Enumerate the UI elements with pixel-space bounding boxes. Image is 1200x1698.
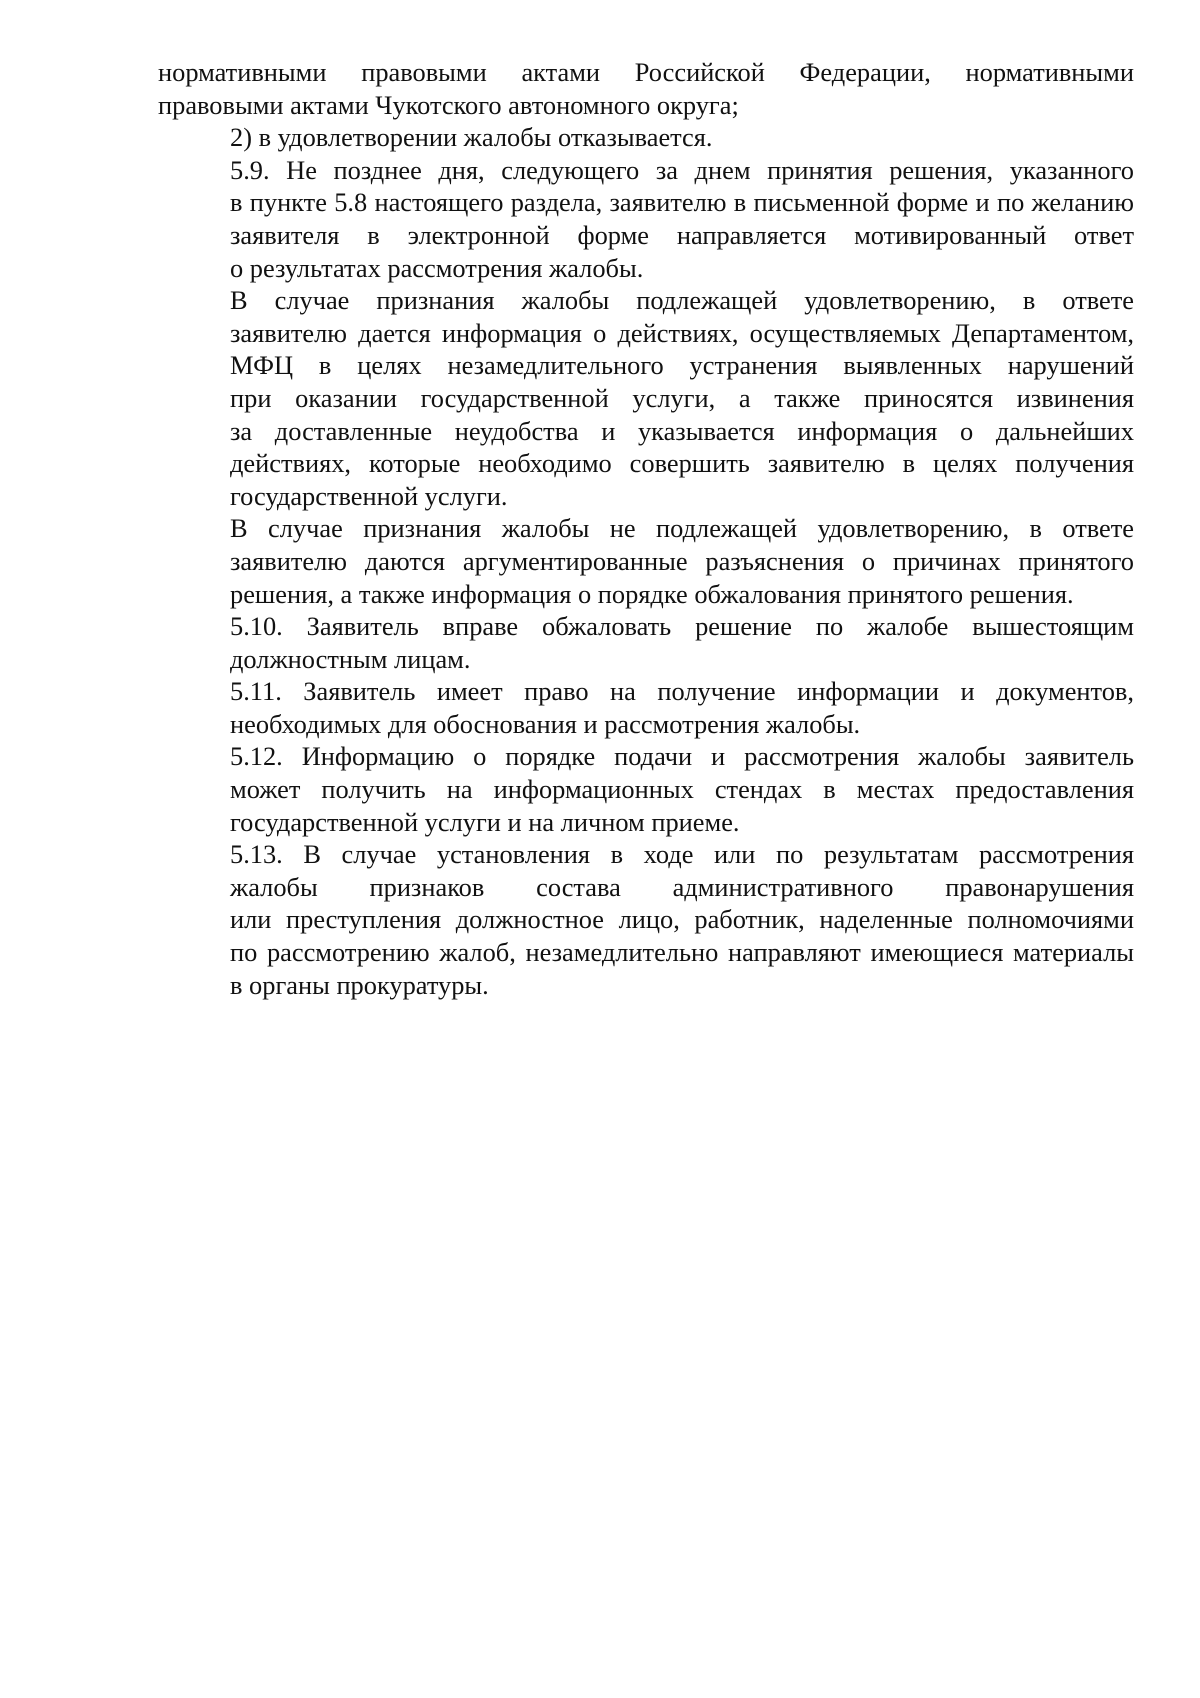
- text-line: должностным лицам.: [230, 643, 471, 674]
- paragraph-section-5-12: [158, 740, 1134, 838]
- text-line: 2) в удовлетворении жалобы отказывается.: [230, 122, 713, 153]
- text-line: жалобы признаков состава административного правонарушения: [230, 871, 1134, 902]
- text-line: может получить на информационных стендах в местах предоставления: [230, 774, 1134, 805]
- text-line: при оказании государственной услуги, а также приносятся извинения: [230, 382, 1134, 413]
- text-line: заявителю даются аргументированные разъяснения о причинах принятого: [230, 545, 1134, 576]
- text-line: государственной услуги.: [230, 480, 508, 511]
- text-line: В случае признания жалобы не подлежащей удовлетворению, в ответе: [230, 513, 1134, 544]
- text-line: действиях, которые необходимо совершить заявителю в целях получения: [230, 448, 1134, 479]
- text-line: в органы прокуратуры.: [230, 969, 489, 1000]
- text-line: МФЦ в целях незамедлительного устранения выявленных нарушений: [230, 350, 1134, 381]
- paragraph-section-5-11: [158, 675, 1134, 740]
- text-line: 5.10. Заявитель вправе обжаловать решение по жалобе вышестоящим: [230, 611, 1134, 642]
- paragraph-item-2: [158, 121, 1134, 154]
- text-line: за доставленные неудобства и указывается информация о дальнейших: [230, 415, 1134, 446]
- text-line: о результатах рассмотрения жалобы.: [230, 252, 644, 283]
- text-line: по рассмотрению жалоб, незамедлительно направляют имеющиеся материалы: [230, 937, 1134, 968]
- text-line: В случае признания жалобы подлежащей удовлетворению, в ответе: [230, 285, 1134, 316]
- paragraph-section-5-9-satisfied: [158, 284, 1134, 512]
- paragraph-section-5-10: [158, 610, 1134, 675]
- text-line: в пункте 5.8 настоящего раздела, заявителю в письменной форме и по желанию: [230, 187, 1134, 218]
- text-line: заявителя в электронной форме направляется мотивированный ответ: [230, 219, 1134, 250]
- text-line: необходимых для обоснования и рассмотрения жалобы.: [230, 708, 861, 739]
- text-line: нормативными правовыми актами Российской Федерации, нормативными: [158, 57, 1134, 87]
- paragraph-section-5-13: [158, 838, 1134, 1001]
- document-body: [158, 56, 1134, 1001]
- text-line: 5.9. Не позднее дня, следующего за днем принятия решения, указанного: [230, 154, 1134, 185]
- paragraph-section-5-9-rejected: [158, 512, 1134, 610]
- text-line: решения, а также информация о порядке обжалования принятого решения.: [230, 578, 1074, 609]
- text-line: заявителю дается информация о действиях, осуществляемых Департаментом,: [230, 317, 1134, 348]
- text-line: 5.12. Информацию о порядке подачи и рассмотрения жалобы заявитель: [230, 741, 1134, 772]
- text-line: 5.11. Заявитель имеет право на получение информации и документов,: [230, 676, 1134, 707]
- text-line: или преступления должностное лицо, работник, наделенные полномочиями: [230, 904, 1134, 935]
- text-line: государственной услуги и на личном приеме.: [230, 806, 740, 837]
- paragraph-section-5-9: [158, 154, 1134, 284]
- paragraph-continuation: [158, 56, 1134, 121]
- text-line: 5.13. В случае установления в ходе или по результатам рассмотрения: [230, 839, 1134, 870]
- text-line: правовыми актами Чукотского автономного округа;: [158, 89, 739, 120]
